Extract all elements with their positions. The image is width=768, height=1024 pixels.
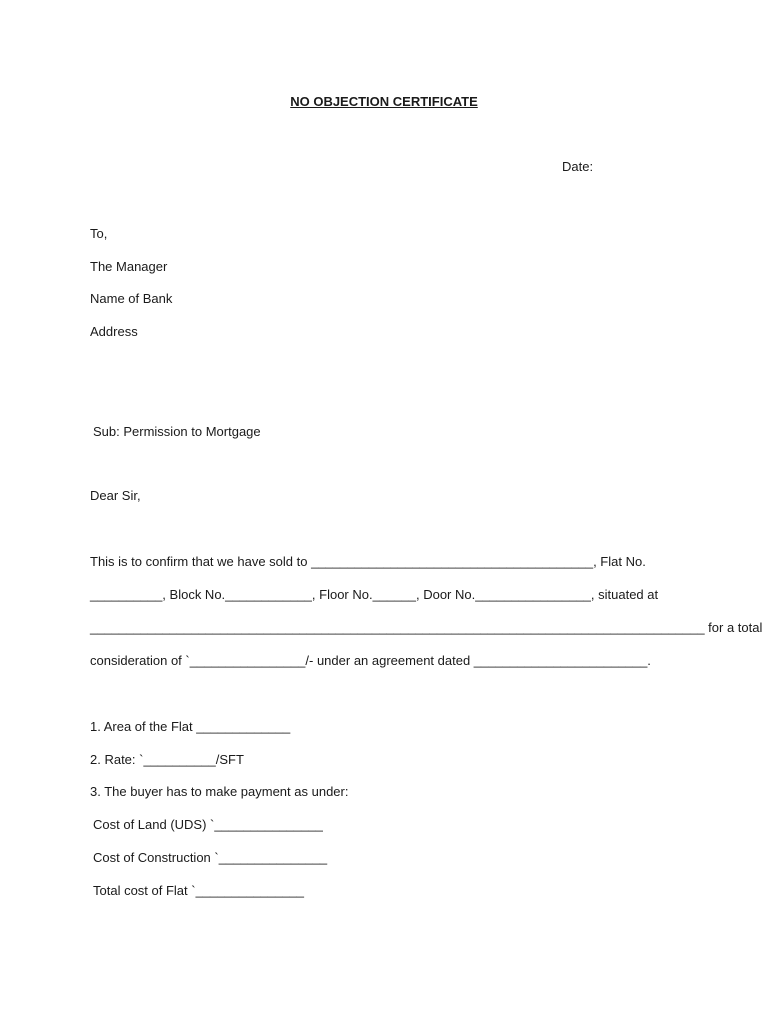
salutation: Dear Sir, (90, 488, 141, 503)
cost-construction: Cost of Construction `_______________ (93, 850, 328, 865)
recipient-title: The Manager (90, 259, 168, 274)
subject-line: Sub: Permission to Mortgage (93, 424, 261, 439)
address-to: To, (90, 226, 108, 241)
list-item-payment: 3. The buyer has to make payment as under: (90, 784, 349, 799)
paragraph-line: _____________________________________________________________________________________ for a total (90, 620, 763, 635)
date-label: Date: (562, 159, 594, 174)
document-title: NO OBJECTION CERTIFICATE (290, 94, 478, 109)
list-item-area: 1. Area of the Flat _____________ (90, 719, 291, 734)
bank-address: Address (90, 324, 138, 339)
paragraph-line: __________, Block No.____________, Floor No.______, Door No.________________, situated at (90, 587, 659, 602)
list-item-rate: 2. Rate: `__________/SFT (90, 752, 244, 767)
cost-total: Total cost of Flat `_______________ (93, 883, 305, 898)
paragraph-line: consideration of `________________/- under an agreement dated ________________________. (90, 653, 651, 668)
bank-name: Name of Bank (90, 291, 173, 306)
cost-land: Cost of Land (UDS) `_______________ (93, 817, 323, 832)
paragraph-line: This is to confirm that we have sold to _______________________________________, Flat No. (90, 554, 646, 569)
